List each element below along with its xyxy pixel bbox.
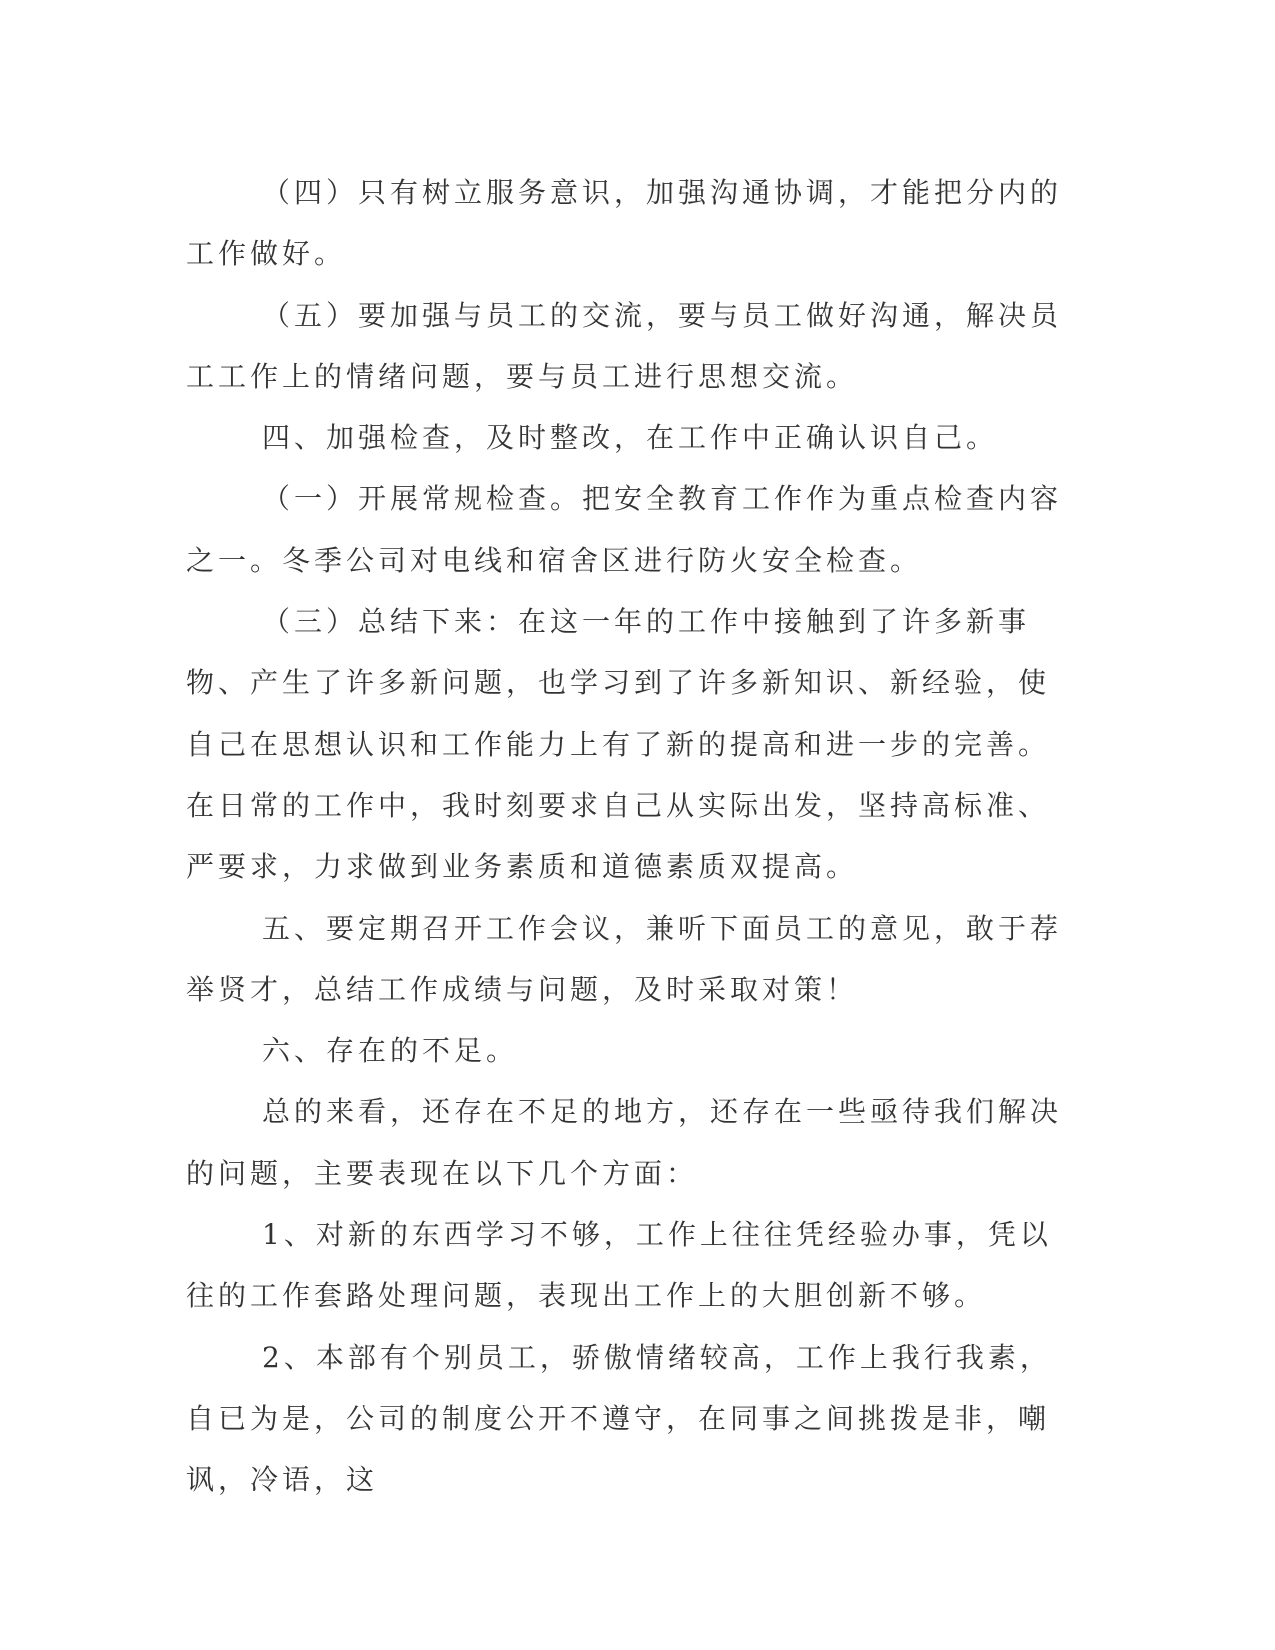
paragraph-overview: 总的来看，还存在不足的地方，还存在一些亟待我们解决的问题，主要表现在以下几个方面： bbox=[186, 1095, 1063, 1190]
paragraph-section-4-service: （四）只有树立服务意识，加强沟通协调，才能把分内的工作做好。 bbox=[186, 176, 1063, 271]
paragraph-section-5-communication: （五）要加强与员工的交流，要与员工做好沟通，解决员工工作上的情绪问题，要与员工进行思想交流。 bbox=[186, 298, 1063, 393]
paragraph-heading-shortcomings: 六、存在的不足。 bbox=[262, 1034, 519, 1068]
paragraph-heading-meetings: 五、要定期召开工作会议，兼听下面员工的意见，敢于荐举贤才，总结工作成绩与问题，及时采取对策！ bbox=[186, 911, 1063, 1006]
paragraph-item-2: 2、本部有个别员工，骄傲情绪较高，工作上我行我素，自已为是，公司的制度公开不遵守，在同事之间挑拨是非，嘲讽，冷语，这 bbox=[186, 1340, 1052, 1497]
paragraph-summary: （三）总结下来：在这一年的工作中接触到了许多新事物、产生了许多新问题，也学习到了许多新知识、新经验，使自己在思想认识和工作能力上有了新的提高和进一步的完善。在日常的工作中，我时刻要求自己从实际出发，坚持高标准、严要求，力求做到业务素质和道德素质双提高。 bbox=[186, 605, 1051, 884]
document-body bbox=[186, 162, 1076, 1511]
paragraph-heading-inspection: 四、加强检查，及时整改，在工作中正确认识自己。 bbox=[262, 421, 999, 455]
paragraph-routine-inspection: （一）开展常规检查。把安全教育工作作为重点检查内容之一。冬季公司对电线和宿舍区进行防火安全检查。 bbox=[186, 482, 1063, 577]
paragraph-item-1: 1、对新的东西学习不够，工作上往往凭经验办事，凭以往的工作套路处理问题，表现出工作上的大胆创新不够。 bbox=[186, 1218, 1052, 1313]
